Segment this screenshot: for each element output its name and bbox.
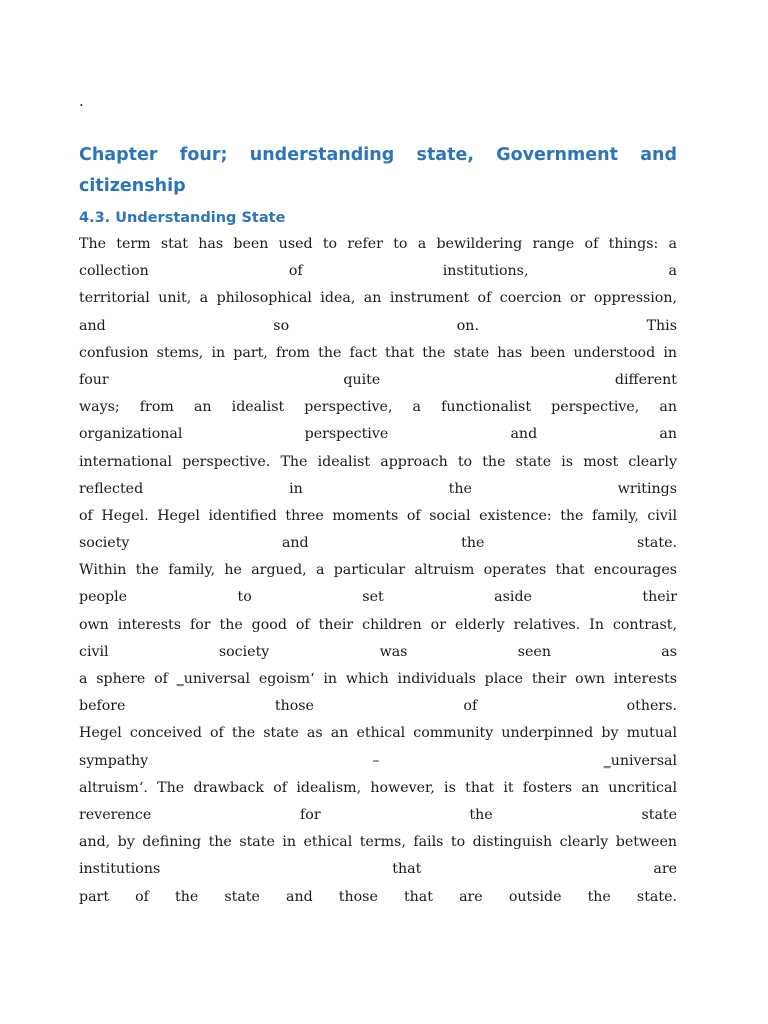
body-line: and, by defining the state in ethical terms, fails to distinguish clearly between — [79, 834, 677, 851]
leading-mark: . — [79, 92, 84, 110]
body-line: people to set aside their — [79, 589, 677, 606]
body-line: part of the state and those that are outside the state. — [79, 888, 677, 905]
body-paragraph — [79, 231, 677, 911]
body-line: institutions that are — [79, 861, 677, 878]
body-line: reverence for the state — [79, 806, 677, 823]
chapter-title: Chapter four; understanding state, Government and citizenship — [79, 145, 677, 196]
body-line: a sphere of ‗universal egoism‘ in which individuals place their own interests — [79, 671, 677, 687]
body-line: The term stat has been used to refer to a bewildering range of things: a — [79, 236, 677, 252]
body-line: own interests for the good of their children or elderly relatives. In contrast, — [79, 616, 677, 633]
body-line: society and the state. — [79, 535, 677, 552]
body-line: civil society was seen as — [79, 643, 677, 660]
section-heading: 4.3. Understanding State — [79, 210, 286, 226]
body-line: Hegel conceived of the state as an ethical community underpinned by mutual — [79, 725, 677, 742]
body-line: of Hegel. Hegel identified three moments of social existence: the family, civil — [79, 507, 677, 524]
body-line: Within the family, he argued, a particular altruism operates that encourages — [79, 562, 677, 579]
body-line: and so on. This — [79, 317, 677, 334]
body-line: confusion stems, in part, from the fact that the state has been understood in — [79, 344, 677, 361]
body-line: sympathy – ‗universal — [79, 752, 677, 769]
body-line: territorial unit, a philosophical idea, an instrument of coercion or oppression, — [79, 290, 677, 307]
body-line: reflected in the writings — [79, 480, 677, 497]
body-line: before those of others. — [79, 698, 677, 715]
body-line: organizational perspective and an — [79, 426, 677, 443]
body-line: ways; from an idealist perspective, a functionalist perspective, an — [79, 399, 677, 416]
body-line: international perspective. The idealist approach to the state is most clearly — [79, 453, 677, 470]
body-line: four quite different — [79, 371, 677, 388]
body-line: collection of institutions, a — [79, 263, 677, 280]
body-line: altruism‘. The drawback of idealism, however, is that it fosters an uncritical — [79, 779, 677, 796]
